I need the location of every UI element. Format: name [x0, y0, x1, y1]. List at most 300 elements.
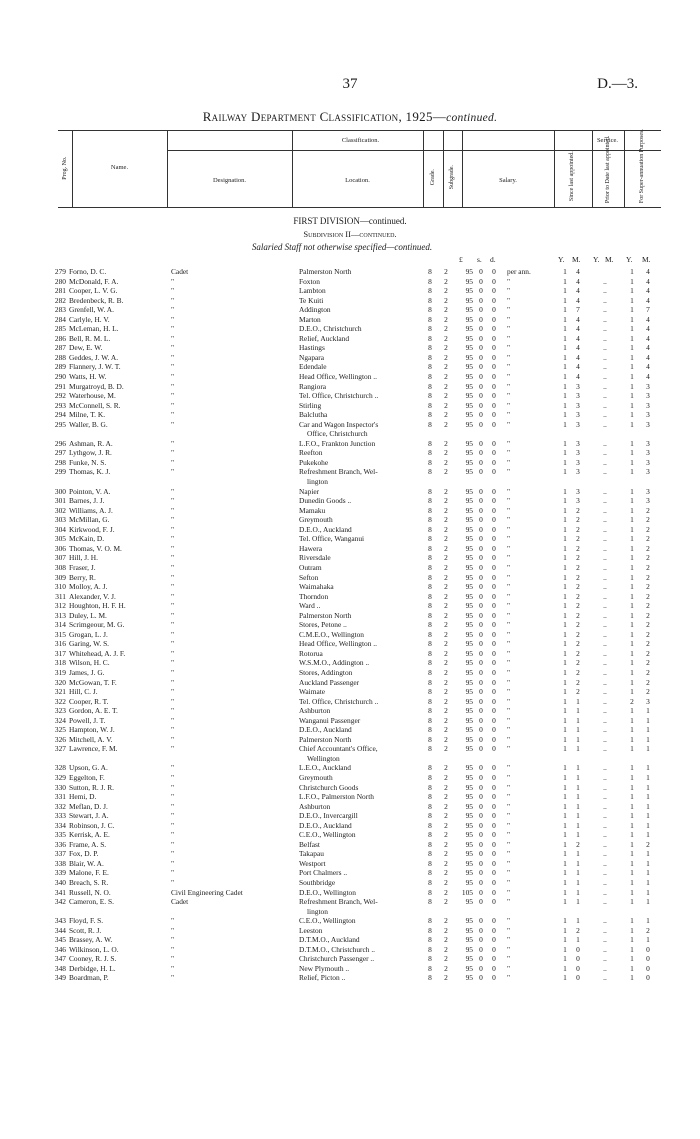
cell-prior-service: ..: [603, 849, 607, 859]
cell-grade: 8: [428, 744, 432, 754]
cell-location: D.E.O., Christchurch: [299, 324, 362, 334]
cell-designation: ": [171, 696, 175, 706]
cell-salary-period: ": [507, 448, 511, 458]
cell-prior-service: ..: [603, 305, 607, 315]
cell-since-months: 1: [576, 858, 580, 868]
cell-prior-service: ..: [603, 734, 607, 744]
cell-salary-period: ": [507, 496, 511, 506]
cell-grade: 8: [428, 591, 432, 601]
cell-prog-no: 332: [54, 801, 66, 811]
cell-designation: ": [171, 572, 175, 582]
cell-salary-shillings: 0: [479, 515, 483, 525]
cell-subgrade: 2: [444, 687, 448, 697]
cell-salary-pence: 0: [492, 352, 496, 362]
cell-subgrade: 2: [444, 820, 448, 830]
cell-salary-pounds: 95: [465, 410, 473, 420]
table-row: [0, 544, 700, 554]
table-row: [0, 439, 700, 449]
cell-since-years: 1: [563, 591, 567, 601]
cell-salary-pence: 0: [492, 276, 496, 286]
cell-designation: ": [171, 715, 175, 725]
table-row: [0, 630, 700, 640]
cell-super-months: 3: [646, 438, 650, 448]
cell-designation: ": [171, 610, 175, 620]
cell-salary-period: ": [507, 763, 511, 773]
cell-grade: 8: [428, 486, 432, 496]
cell-prior-service: ..: [603, 438, 607, 448]
cell-prior-service: ..: [603, 696, 607, 706]
cell-subgrade: 2: [444, 362, 448, 372]
cell-prior-service: ..: [603, 515, 607, 525]
cell-prog-no: 310: [54, 582, 66, 592]
cell-super-months: 1: [646, 820, 650, 830]
cell-since-years: 1: [563, 496, 567, 506]
cell-salary-period: ": [507, 629, 511, 639]
cell-location: D.E.O., Auckland: [299, 524, 352, 534]
cell-subgrade: 2: [444, 591, 448, 601]
cell-grade: 8: [428, 878, 432, 887]
cell-location-continued: Office, Christchurch: [307, 429, 368, 439]
cell-name: Garing, W. S.: [69, 639, 110, 649]
cell-since-years: 1: [563, 276, 567, 286]
cell-subgrade: 2: [444, 801, 448, 811]
cell-super-months: 1: [646, 849, 650, 859]
cell-super-years: 1: [630, 763, 634, 773]
cell-salary-pounds: 95: [465, 295, 473, 305]
cell-prior-service: ..: [603, 629, 607, 639]
cell-location: Port Chalmers ..: [299, 868, 348, 878]
cell-salary-pounds: 95: [465, 591, 473, 601]
cell-super-years: 1: [630, 400, 634, 410]
cell-super-months: 2: [646, 925, 650, 935]
cell-salary-pounds: 95: [465, 562, 473, 572]
cell-prog-no: 345: [54, 935, 66, 945]
cell-designation: ": [171, 820, 175, 830]
cell-grade: 8: [428, 467, 432, 477]
cell-grade: 8: [428, 648, 432, 658]
cell-salary-pounds: 95: [465, 543, 473, 553]
cell-salary-shillings: 0: [479, 400, 483, 410]
cell-since-years: 1: [563, 687, 567, 697]
cell-grade: 8: [428, 696, 432, 706]
table-row: [0, 897, 700, 916]
cell-designation: ": [171, 648, 175, 658]
cell-salary-shillings: 0: [479, 324, 483, 334]
cell-name: Sutton, R. J. R.: [69, 782, 114, 792]
cell-super-months: 3: [646, 448, 650, 458]
table-row: [0, 773, 700, 783]
cell-super-months: 1: [646, 725, 650, 735]
header-salary: Salary.: [499, 177, 517, 184]
cell-salary-pence: 0: [492, 457, 496, 467]
cell-location: Refreshment Branch, Wel-: [299, 467, 378, 477]
cell-prior-service: ..: [603, 572, 607, 582]
cell-salary-pounds: 95: [465, 286, 473, 296]
cell-grade: 8: [428, 820, 432, 830]
cell-salary-pounds: 95: [465, 792, 473, 802]
cell-since-months: 3: [576, 410, 580, 420]
table-row: [0, 343, 700, 353]
cell-salary-pounds: 95: [465, 944, 473, 954]
cell-salary-period: ": [507, 944, 511, 954]
cell-salary-shillings: 0: [479, 944, 483, 954]
cell-since-months: 4: [576, 276, 580, 286]
cell-salary-pence: 0: [492, 897, 496, 907]
cell-name: Kerrisk, A. E.: [69, 830, 110, 840]
cell-since-years: 1: [563, 314, 567, 324]
cell-prog-no: 314: [54, 620, 66, 630]
cell-location: W.S.M.O., Addington ..: [299, 658, 370, 668]
cell-grade: 8: [428, 772, 432, 782]
cell-location: Riversdale: [299, 553, 331, 563]
cell-salary-pence: 0: [492, 763, 496, 773]
cell-salary-pounds: 95: [465, 763, 473, 773]
cell-subgrade: 2: [444, 658, 448, 668]
cell-since-months: 1: [576, 725, 580, 735]
cell-location: Rotorua: [299, 648, 323, 658]
cell-designation: ": [171, 486, 175, 496]
cell-since-months: 2: [576, 658, 580, 668]
cell-grade: 8: [428, 524, 432, 534]
cell-salary-period: ": [507, 400, 511, 410]
cell-location: Addington: [299, 305, 331, 315]
cell-salary-shillings: 0: [479, 410, 483, 420]
table-row: [0, 945, 700, 955]
cell-designation: ": [171, 849, 175, 859]
cell-designation: ": [171, 419, 175, 429]
cell-salary-pounds: 95: [465, 820, 473, 830]
cell-subgrade: 2: [444, 410, 448, 420]
cell-since-months: 2: [576, 601, 580, 611]
cell-salary-pounds: 95: [465, 391, 473, 401]
cell-designation: ": [171, 410, 175, 420]
cell-super-years: 1: [630, 419, 634, 429]
cell-designation: ": [171, 963, 175, 973]
cell-super-years: 1: [630, 610, 634, 620]
cell-salary-shillings: 0: [479, 343, 483, 353]
cell-name: Houghton, H. F. H.: [69, 601, 126, 611]
cell-since-years: 1: [563, 610, 567, 620]
cell-location: Belfast: [299, 839, 320, 849]
cell-prior-service: ..: [603, 973, 607, 983]
cell-salary-pounds: 95: [465, 772, 473, 782]
cell-salary-pounds: 95: [465, 782, 473, 792]
cell-since-months: 4: [576, 372, 580, 382]
cell-prog-no: 348: [54, 963, 66, 973]
cell-subgrade: 2: [444, 572, 448, 582]
cell-prior-service: ..: [603, 687, 607, 697]
cell-name: Lawrence, F. M.: [69, 744, 118, 754]
cell-grade: 8: [428, 343, 432, 353]
cell-salary-shillings: 0: [479, 629, 483, 639]
cell-salary-shillings: 0: [479, 878, 483, 887]
cell-location: Reefton: [299, 448, 323, 458]
cell-salary-pence: 0: [492, 553, 496, 563]
cell-since-months: 3: [576, 419, 580, 429]
table-row: [0, 487, 700, 497]
table-row: [0, 639, 700, 649]
cell-super-months: 2: [646, 601, 650, 611]
cell-name: Russell, N. O.: [69, 887, 111, 897]
cell-super-months: 1: [646, 868, 650, 878]
cell-since-years: 1: [563, 667, 567, 677]
cell-since-months: 0: [576, 973, 580, 983]
cell-super-months: 1: [646, 801, 650, 811]
cell-salary-shillings: 0: [479, 734, 483, 744]
cell-salary-pounds: 95: [465, 639, 473, 649]
cell-super-years: 1: [630, 830, 634, 840]
cell-name: Derbidge, H. L.: [69, 963, 116, 973]
cell-name: McGowan, T. F.: [69, 677, 117, 687]
cell-prior-service: ..: [603, 391, 607, 401]
cell-super-years: 1: [630, 391, 634, 401]
cell-prog-no: 319: [54, 667, 66, 677]
cell-subgrade: 2: [444, 839, 448, 849]
cell-since-years: 1: [563, 858, 567, 868]
cell-location: L.E.O., Auckland: [299, 763, 351, 773]
cell-designation: ": [171, 839, 175, 849]
cell-prog-no: 282: [54, 295, 66, 305]
cell-since-years: 1: [563, 887, 567, 897]
cell-salary-period: ": [507, 792, 511, 802]
table-row: [0, 305, 700, 315]
cell-salary-period: ": [507, 534, 511, 544]
cell-location: Tel. Office, Wanganui: [299, 534, 365, 544]
cell-prog-no: 280: [54, 276, 66, 286]
cell-location: Stores, Petone ..: [299, 620, 347, 630]
cell-salary-shillings: 0: [479, 744, 483, 754]
cell-designation: ": [171, 973, 175, 983]
cell-name: Thomas, K. J.: [69, 467, 111, 477]
table-row: [0, 372, 700, 382]
cell-prior-service: ..: [603, 362, 607, 372]
cell-prior-service: ..: [603, 343, 607, 353]
cell-since-years: 1: [563, 515, 567, 525]
cell-prog-no: 320: [54, 677, 66, 687]
cell-prior-service: ..: [603, 658, 607, 668]
cell-location: C.E.O., Wellington: [299, 830, 356, 840]
cell-salary-period: ": [507, 543, 511, 553]
cell-location: Edendale: [299, 362, 327, 372]
cell-prior-service: ..: [603, 858, 607, 868]
cell-prior-service: ..: [603, 562, 607, 572]
cell-super-months: 4: [646, 267, 650, 276]
cell-subgrade: 2: [444, 286, 448, 296]
cell-name: Berry, R.: [69, 572, 96, 582]
cell-super-years: 1: [630, 744, 634, 754]
cell-prog-no: 337: [54, 849, 66, 859]
cell-super-months: 0: [646, 954, 650, 964]
cell-subgrade: 2: [444, 505, 448, 515]
cell-since-months: 2: [576, 639, 580, 649]
cell-location-continued: Wellington: [307, 753, 340, 763]
cell-salary-pence: 0: [492, 772, 496, 782]
cell-subgrade: 2: [444, 400, 448, 410]
cell-salary-shillings: 0: [479, 267, 483, 276]
cell-designation: Cadet: [171, 897, 189, 907]
cell-prior-service: ..: [603, 925, 607, 935]
cell-super-months: 1: [646, 916, 650, 926]
cell-super-years: 1: [630, 639, 634, 649]
cell-grade: 8: [428, 687, 432, 697]
table-row: [0, 353, 700, 363]
cell-since-months: 1: [576, 782, 580, 792]
table-row: [0, 954, 700, 964]
cell-prior-service: ..: [603, 887, 607, 897]
cell-super-months: 3: [646, 467, 650, 477]
cell-salary-period: ": [507, 305, 511, 315]
cell-designation: ": [171, 524, 175, 534]
cell-salary-period: ": [507, 601, 511, 611]
cell-name: Scrimgeour, M. G.: [69, 620, 125, 630]
cell-since-months: 1: [576, 916, 580, 926]
cell-salary-shillings: 0: [479, 858, 483, 868]
cell-super-months: 1: [646, 858, 650, 868]
cell-prior-service: ..: [603, 935, 607, 945]
cell-salary-period: ": [507, 419, 511, 429]
cell-designation: ": [171, 792, 175, 802]
cell-prior-service: ..: [603, 324, 607, 334]
cell-super-years: 1: [630, 878, 634, 887]
cell-prior-service: ..: [603, 372, 607, 382]
cell-salary-period: ": [507, 868, 511, 878]
cell-since-years: 1: [563, 582, 567, 592]
cell-designation: ": [171, 553, 175, 563]
cell-grade: 8: [428, 734, 432, 744]
cell-prog-no: 290: [54, 372, 66, 382]
cell-salary-period: ": [507, 839, 511, 849]
cell-salary-shillings: 0: [479, 772, 483, 782]
cell-name: Floyd, F. S.: [69, 916, 104, 926]
cell-salary-shillings: 0: [479, 295, 483, 305]
cell-since-months: 4: [576, 267, 580, 276]
cell-subgrade: 2: [444, 343, 448, 353]
cell-designation: ": [171, 935, 175, 945]
cell-prog-no: 291: [54, 381, 66, 391]
cell-super-months: 4: [646, 276, 650, 286]
cell-salary-pence: 0: [492, 925, 496, 935]
cell-subgrade: 2: [444, 534, 448, 544]
cell-super-years: 1: [630, 811, 634, 821]
cell-location: Pukekohe: [299, 457, 329, 467]
cell-prior-service: ..: [603, 352, 607, 362]
cell-grade: 8: [428, 868, 432, 878]
cell-super-months: 3: [646, 391, 650, 401]
cell-salary-period: ": [507, 467, 511, 477]
cell-super-months: 1: [646, 706, 650, 716]
cell-super-months: 2: [646, 648, 650, 658]
cell-name: Williams, A. J.: [69, 505, 113, 515]
table-row: [0, 267, 700, 277]
cell-designation: ": [171, 324, 175, 334]
cell-super-years: 1: [630, 677, 634, 687]
cell-since-years: 1: [563, 677, 567, 687]
page-number: 37: [342, 76, 358, 92]
cell-designation: ": [171, 314, 175, 324]
cell-super-years: 1: [630, 782, 634, 792]
cell-salary-shillings: 0: [479, 352, 483, 362]
table-row: [0, 448, 700, 458]
cell-salary-shillings: 0: [479, 935, 483, 945]
cell-name: Ashman, R. A.: [69, 438, 113, 448]
cell-since-years: 1: [563, 524, 567, 534]
cell-since-years: 1: [563, 744, 567, 754]
cell-designation: ": [171, 811, 175, 821]
cell-subgrade: 2: [444, 372, 448, 382]
header-location: Location.: [345, 177, 370, 184]
cell-super-months: 3: [646, 381, 650, 391]
cell-grade: 8: [428, 381, 432, 391]
cell-salary-period: ": [507, 725, 511, 735]
cell-since-months: 1: [576, 772, 580, 782]
cell-salary-period: ": [507, 286, 511, 296]
cell-subgrade: 2: [444, 629, 448, 639]
cell-name: Milne, T. K.: [69, 410, 106, 420]
cell-subgrade: 2: [444, 963, 448, 973]
cell-prior-service: ..: [603, 410, 607, 420]
cell-salary-pounds: 105: [461, 887, 473, 897]
cell-salary-shillings: 0: [479, 438, 483, 448]
cell-salary-pence: 0: [492, 820, 496, 830]
cell-since-months: 3: [576, 448, 580, 458]
cell-salary-pence: 0: [492, 601, 496, 611]
cell-super-years: 1: [630, 333, 634, 343]
cell-since-years: 1: [563, 562, 567, 572]
cell-name: Upson, G. A.: [69, 763, 108, 773]
cell-salary-shillings: 0: [479, 524, 483, 534]
cell-name: Barnes, J. J.: [69, 496, 105, 506]
cell-super-months: 3: [646, 457, 650, 467]
cell-super-months: 2: [646, 687, 650, 697]
cell-since-months: 1: [576, 696, 580, 706]
cell-since-years: 1: [563, 963, 567, 973]
cell-super-years: 1: [630, 715, 634, 725]
cell-grade: 8: [428, 858, 432, 868]
cell-salary-pence: 0: [492, 591, 496, 601]
cell-salary-shillings: 0: [479, 505, 483, 515]
cell-prog-no: 322: [54, 696, 66, 706]
cell-designation: ": [171, 687, 175, 697]
cell-prog-no: 303: [54, 515, 66, 525]
cell-since-years: 1: [563, 811, 567, 821]
cell-salary-pence: 0: [492, 658, 496, 668]
cell-salary-shillings: 0: [479, 811, 483, 821]
cell-grade: 8: [428, 295, 432, 305]
cell-subgrade: 2: [444, 954, 448, 964]
cell-designation: ": [171, 620, 175, 630]
cell-since-years: 1: [563, 973, 567, 983]
cell-subgrade: 2: [444, 601, 448, 611]
cell-subgrade: 2: [444, 667, 448, 677]
cell-super-years: 1: [630, 944, 634, 954]
cell-salary-shillings: 0: [479, 543, 483, 553]
cell-salary-pence: 0: [492, 725, 496, 735]
table-row: [0, 506, 700, 516]
cell-name: Grogan, L. J.: [69, 629, 108, 639]
cell-subgrade: 2: [444, 858, 448, 868]
cell-salary-pounds: 95: [465, 515, 473, 525]
table-row: [0, 324, 700, 334]
cell-name: Hampton, W. J.: [69, 725, 115, 735]
cell-grade: 8: [428, 352, 432, 362]
cell-designation: ": [171, 667, 175, 677]
cell-salary-pounds: 95: [465, 925, 473, 935]
cell-prior-service: ..: [603, 620, 607, 630]
cell-salary-pence: 0: [492, 400, 496, 410]
cell-salary-period: ": [507, 343, 511, 353]
cell-salary-pounds: 95: [465, 973, 473, 983]
cell-super-months: 2: [646, 658, 650, 668]
